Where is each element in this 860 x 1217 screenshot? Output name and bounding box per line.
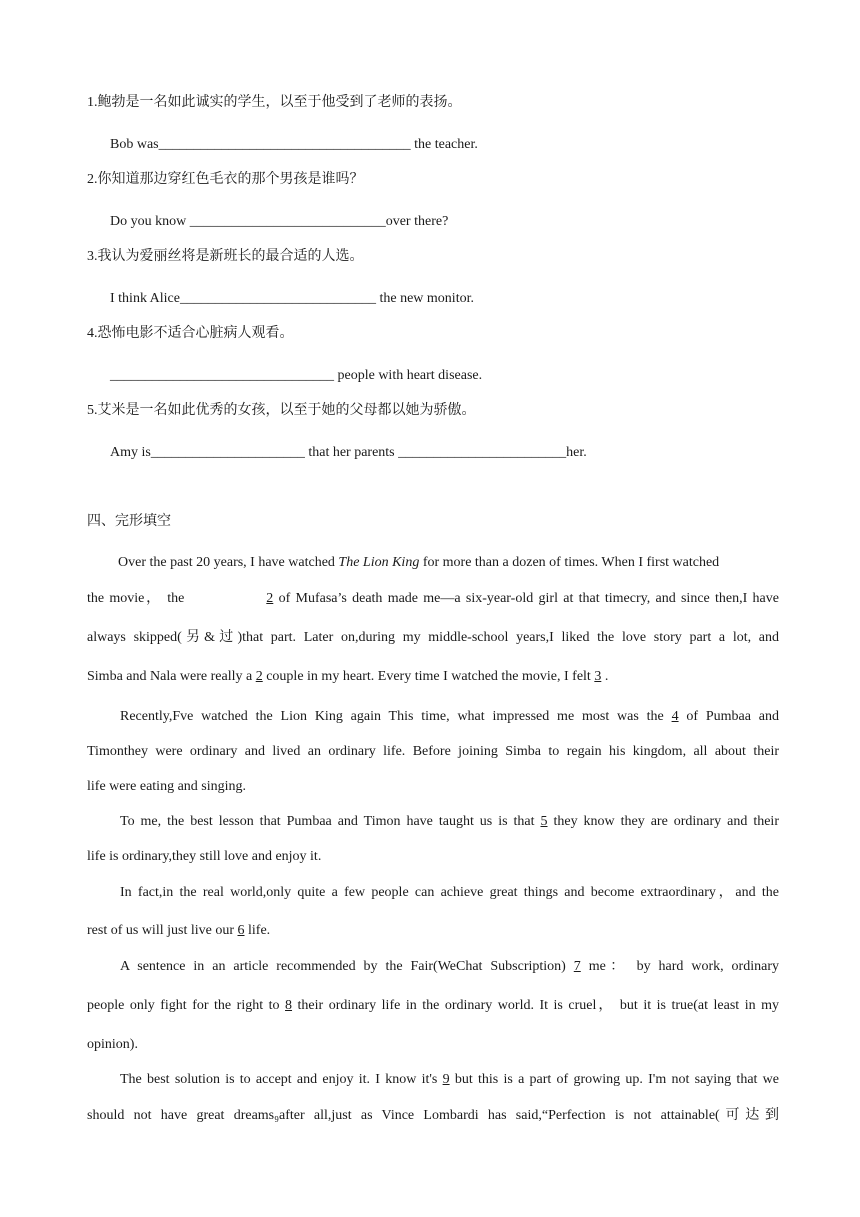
- passage-p1-line1: [118, 554, 719, 572]
- question-5-chinese: 5.艾米是一名如此优秀的女孩，以至于她的父母都以她为骄傲。: [87, 403, 476, 418]
- blank-marker: 2: [266, 591, 274, 606]
- passage-p3-line1: [120, 813, 779, 831]
- passage-p6-line2: should not have great dreams₉after all,just as Vince Lombardi has said,“Perfection is not attainable(可达到: [87, 1108, 779, 1123]
- text-run: To me, the best lesson that Pumbaa and Timon have taught us is that: [120, 814, 541, 829]
- text-run: The best solution is to accept and enjoy it. I know it's: [120, 1072, 443, 1087]
- question-4-answer-line: ________________________________ people with heart disease.: [110, 368, 483, 383]
- blank-marker: 5: [540, 814, 548, 829]
- question-4-chinese: 4.恐怖电影不适合心脏病人观看。: [87, 326, 294, 341]
- text-run: A sentence in an article recommended by the Fair(WeChat Subscription): [120, 959, 574, 974]
- passage-p3-line2: life is ordinary,they still love and enjoy it.: [87, 849, 322, 864]
- question-2-chinese: 2.你知道那边穿红色毛衣的那个男孩是谁吗？: [87, 172, 364, 187]
- text-run: for more than a dozen of times. When I first watched: [419, 555, 720, 570]
- text-run: their ordinary life in the ordinary world. It is cruel， but it is true(at least in my: [292, 998, 779, 1013]
- question-3-chinese: 3.我认为爱丽丝将是新班长的最合适的人选。: [87, 249, 364, 264]
- question-2-answer-line: Do you know ____________________________over there?: [110, 214, 449, 229]
- text-run: of Mufasa’s death made me—a six-year-old girl at that timecry, and since then,I have: [273, 591, 779, 606]
- passage-p1-line3: always skipped(另&过)that part. Later on,during my middle-school years,I liked the love story part a lot, and: [87, 630, 779, 645]
- question-3-answer-line: I think Alice____________________________ the new monitor.: [110, 291, 474, 306]
- text-run: but this is a part of growing up. I'm not saying that we: [449, 1072, 780, 1087]
- text-run: life.: [244, 923, 271, 938]
- passage-p2-line3: life were eating and singing.: [87, 779, 247, 794]
- text-run: couple in my heart. Every time I watched the movie, I felt: [262, 669, 595, 684]
- blank-marker: 6: [237, 923, 245, 938]
- text-run: people only fight for the right to: [87, 998, 286, 1013]
- question-1-chinese: 1.鲍勃是一名如此诚实的学生，以至于他受到了老师的表扬。: [87, 95, 462, 110]
- movie-title: The Lion King: [338, 555, 420, 570]
- passage-p4-line1: In fact,in the real world,only quite a few people can achieve great things and become extraordinary，and the: [120, 885, 779, 900]
- text-run: the movie， the: [87, 591, 185, 606]
- passage-p1-line4: [87, 668, 779, 686]
- blank-marker: 3: [594, 669, 602, 684]
- text-run: me： by hard work, ordinary: [580, 959, 779, 974]
- text-run: Recently,Fve watched the Lion King again This time, what impressed me most was the: [120, 709, 672, 724]
- passage-p5-line1: [120, 958, 779, 976]
- text-run: they know they are ordinary and their: [547, 814, 779, 829]
- passage-p4-line2: [87, 922, 779, 940]
- text-run: of Pumbaa and: [678, 709, 780, 724]
- text-run: Simba and Nala were really a: [87, 669, 256, 684]
- passage-p2-line1: [120, 708, 779, 726]
- question-5-answer-line: Amy is______________________ that her parents ________________________her.: [110, 445, 587, 460]
- blank-marker: 9: [442, 1072, 450, 1087]
- text-run: .: [601, 669, 609, 684]
- blank-marker: 7: [573, 959, 581, 974]
- section-title: 四、完形填空: [87, 514, 171, 529]
- blank-marker: 2: [255, 669, 263, 684]
- text-run: rest of us will just live our: [87, 923, 238, 938]
- blank-marker: 8: [285, 998, 293, 1013]
- passage-p6-line1: [120, 1071, 779, 1089]
- passage-p5-line2: [87, 997, 779, 1015]
- passage-p2-line2: Timonthey were ordinary and lived an ordinary life. Before joining Simba to regain his kingdom, all about their: [87, 744, 779, 759]
- blank-marker: 4: [671, 709, 679, 724]
- question-1-answer-line: Bob was____________________________________ the teacher.: [110, 137, 478, 152]
- passage-p1-line2: [87, 590, 779, 608]
- passage-p5-line3: opinion).: [87, 1037, 138, 1052]
- text-run: Over the past 20 years, I have watched: [118, 555, 339, 570]
